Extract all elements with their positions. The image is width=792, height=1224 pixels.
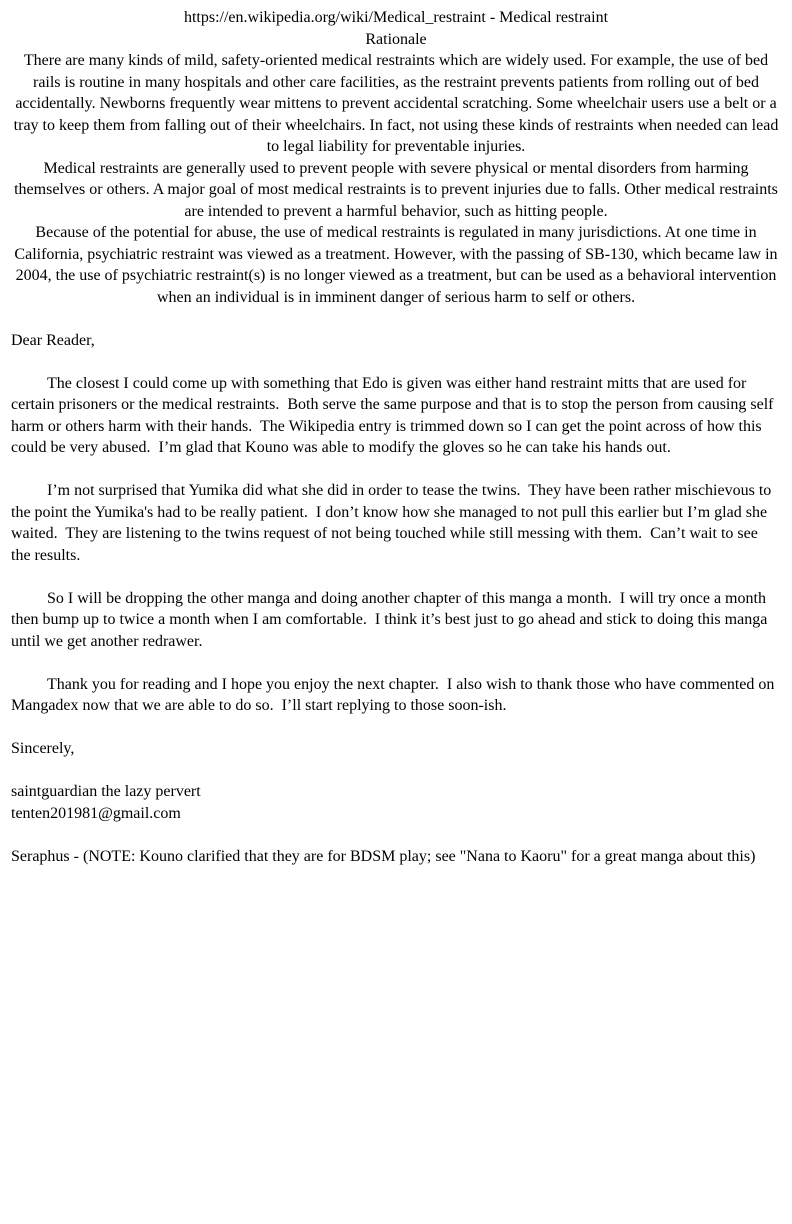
wikipedia-excerpt [11, 7, 781, 308]
signature-name: saintguardian the lazy pervert [11, 783, 201, 800]
signature-email: tenten201981@gmail.com [11, 804, 181, 822]
salutation: Dear Reader, [11, 331, 95, 349]
letter-paragraph: So I will be dropping the other manga and doing another chapter of this manga a month. I will try once a month then bump up to twice a month when I am comfortable. I think it’s best just to go ahead and stick to doing this manga until we get another redrawer. [11, 589, 772, 650]
excerpt-paragraph: Because of the potential for abuse, the use of medical restraints is regulated in many jurisdictions. At one time in California, psychiatric restraint was viewed as a treatment. However, with the passing of SB-130, which became law in 2004, the use of psychiatric restraint(s) is no longer viewed as a treatment, but can be used as a behavioral intervention when an individual is in imminent danger of serious harm to self or others. [14, 224, 782, 306]
excerpt-paragraph: Medical restraints are generally used to prevent people with severe physical or mental disorders from harming themselves or others. A major goal of most medical restraints is to prevent injuries due to falls. Other medical restraints are intended to prevent a harmful behavior, such as hitting people. [14, 159, 782, 220]
letter-body [11, 330, 781, 868]
closing: Sincerely, [11, 740, 75, 757]
letter-paragraph: Thank you for reading and I hope you enjoy the next chapter. I also wish to thank those who have commented on Mangadex now that we are able to do so. I’ll start replying to those soon-ish. [11, 675, 779, 714]
excerpt-section-title: Rationale [365, 30, 427, 48]
letter-paragraph: I’m not surprised that Yumika did what she did in order to tease the twins. They have been rather mischievous to the point the Yumika's had to be really patient. I don’t know how she managed to not pull this earlier but I’m glad she waited. They are listening to the twins request of not being touched while still messing with them. Can’t wait to see the results. [11, 482, 776, 564]
postscript-note: Seraphus - (NOTE: Kouno clarified that they are for BDSM play; see "Nana to Kaoru" for a great manga about this) [11, 847, 756, 865]
letter-paragraph: The closest I could come up with something that Edo is given was either hand restraint mitts that are used for certain prisoners or the medical restraints. Both serve the same purpose and that is to stop the person from causing self harm or others harm with their hands. The Wikipedia entry is trimmed down so I can get the point across of how this could be very abused. I’m glad that Kouno was able to modify the gloves so he can take his hands out. [11, 374, 778, 456]
excerpt-paragraph: There are many kinds of mild, safety-oriented medical restraints which are widely used. For example, the use of bed rails is routine in many hospitals and other care facilities, as the restraint prevents patients from rolling out of bed accidentally. Newborns frequently wear mittens to prevent accidental scratching. Some wheelchair users use a belt or a tray to keep them from falling out of their wheelchairs. In fact, not using these kinds of restraints when needed can lead to legal liability for preventable injuries. [13, 52, 783, 155]
source-url-line: https://en.wikipedia.org/wiki/Medical_restraint - Medical restraint [183, 9, 609, 26]
